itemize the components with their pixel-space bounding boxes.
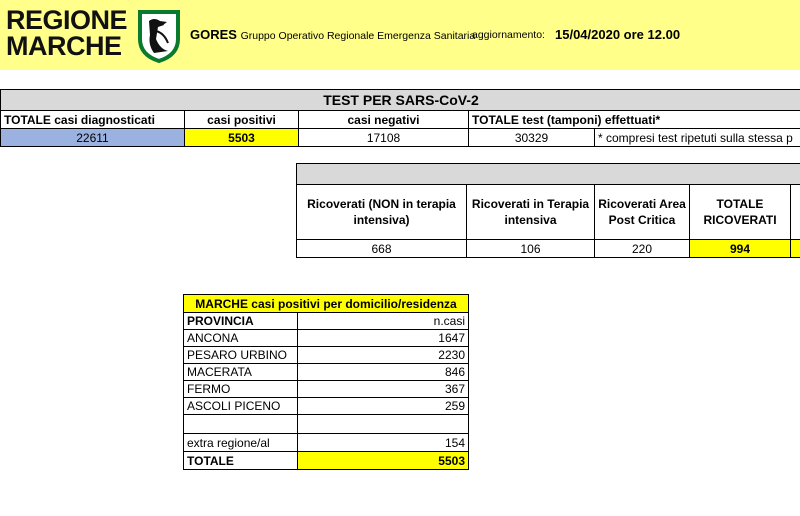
col-cases: n.casi	[297, 312, 469, 330]
extra-region-label: extra regione/al	[183, 433, 298, 452]
value-total-diagnosed: 22611	[0, 128, 185, 147]
regione-marche-logo	[6, 7, 188, 65]
header-hosp-post-critical: Ricoverati Area Post Critica	[594, 184, 690, 240]
province-total-label: TOTALE	[183, 451, 298, 470]
header-hosp-non-icu: Ricoverati (NON in terapia intensiva)	[296, 184, 467, 240]
header-hosp-icu: Ricoverati in Terapia intensiva	[466, 184, 595, 240]
value-hosp-icu: 106	[466, 239, 595, 258]
value-hosp-non-icu: 668	[296, 239, 467, 258]
province-cases: 2230	[297, 346, 469, 364]
value-positive: 5503	[184, 128, 299, 147]
hosp-header-overflow	[790, 184, 800, 240]
province-name: ASCOLI PICENO	[183, 397, 298, 415]
value-hosp-post-critical: 220	[594, 239, 690, 258]
logo-text	[6, 7, 127, 59]
province-table-title: MARCHE casi positivi per domicilio/residenza	[183, 294, 469, 313]
update-value: 15/04/2020 ore 12.00	[555, 27, 681, 42]
header-total-tests: TOTALE test (tamponi) effettuati*	[468, 110, 800, 129]
header-positive: casi positivi	[184, 110, 299, 129]
province-cases: 259	[297, 397, 469, 415]
empty-row-right	[297, 414, 469, 434]
province-total-cases: 5503	[297, 451, 469, 470]
logo-line-1: REGIONE	[6, 5, 128, 35]
org-full: Gruppo Operativo Regionale Emergenza Sanitaria	[240, 30, 476, 42]
update-label: aggiornamento:	[472, 29, 545, 41]
regione-marche-emblem-icon	[134, 9, 184, 63]
header-band	[0, 0, 800, 70]
header-total-diagnosed: TOTALE casi diagnosticati	[0, 110, 185, 129]
province-cases: 1647	[297, 329, 469, 347]
province-name: PESARO URBINO	[183, 346, 298, 364]
province-name: ANCONA	[183, 329, 298, 347]
empty-row-left	[183, 414, 298, 434]
col-province: PROVINCIA	[183, 312, 298, 330]
hosp-title-band	[296, 163, 800, 185]
hosp-value-overflow	[790, 239, 800, 258]
test-table-title: TEST PER SARS-CoV-2	[0, 89, 800, 111]
value-total-tests: 30329	[468, 128, 595, 147]
test-note: * compresi test ripetuti sulla stessa p	[594, 128, 800, 147]
value-hosp-total: 994	[689, 239, 791, 258]
province-name: FERMO	[183, 380, 298, 398]
logo-line-2: MARCHE	[6, 31, 122, 61]
value-negative: 17108	[298, 128, 469, 147]
header-hosp-total: TOTALE RICOVERATI	[689, 184, 791, 240]
org-short: GORES	[190, 27, 237, 42]
extra-region-cases: 154	[297, 433, 469, 452]
province-cases: 846	[297, 363, 469, 381]
header-negative: casi negativi	[298, 110, 469, 129]
province-name: MACERATA	[183, 363, 298, 381]
organization-name	[190, 27, 475, 42]
province-cases: 367	[297, 380, 469, 398]
